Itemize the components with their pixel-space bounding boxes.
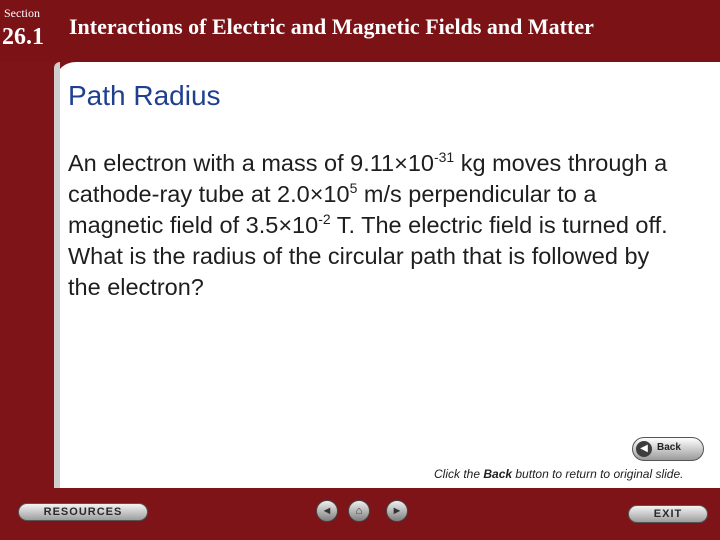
content-panel (54, 62, 720, 488)
problem-text (68, 148, 688, 303)
resources-button[interactable]: RESOURCES (18, 503, 148, 521)
section-badge (0, 0, 53, 58)
section-number: 26.1 (2, 24, 44, 50)
home-icon[interactable]: ⌂ (348, 500, 370, 522)
back-note-bold: Back (483, 467, 513, 481)
back-note-text: button to return to original slide. (512, 467, 684, 481)
problem-text-part: T. The electric field is turned off. What is the radius of the circular path that is followed by the electron? (68, 212, 668, 300)
problem-text-part: An electron with a mass of 9.11×10 (68, 150, 434, 176)
back-button[interactable] (632, 437, 704, 461)
back-instruction (434, 467, 683, 481)
previous-icon[interactable]: ◄ (316, 500, 338, 522)
problem-text-part: m/s perpendicular to a magnetic field of 3.5×10 (68, 181, 597, 238)
section-label: Section (4, 6, 40, 20)
problem-text-part: kg moves through a cathode-ray tube at 2.0×10 (68, 150, 668, 207)
exponent: -2 (318, 211, 331, 227)
back-button-label: Back (657, 442, 681, 453)
header-title: Interactions of Electric and Magnetic Fields and Matter (69, 14, 594, 39)
back-note-text: Click the (434, 467, 484, 481)
left-triangle-icon: ◀ (636, 441, 652, 457)
exit-button[interactable]: EXIT (628, 505, 708, 523)
slide-title: Path Radius (68, 80, 221, 111)
exponent: 5 (349, 180, 358, 196)
next-icon[interactable]: ► (386, 500, 408, 522)
footer-bar (0, 488, 720, 540)
header-bar (0, 0, 720, 62)
exponent: -31 (433, 149, 455, 165)
